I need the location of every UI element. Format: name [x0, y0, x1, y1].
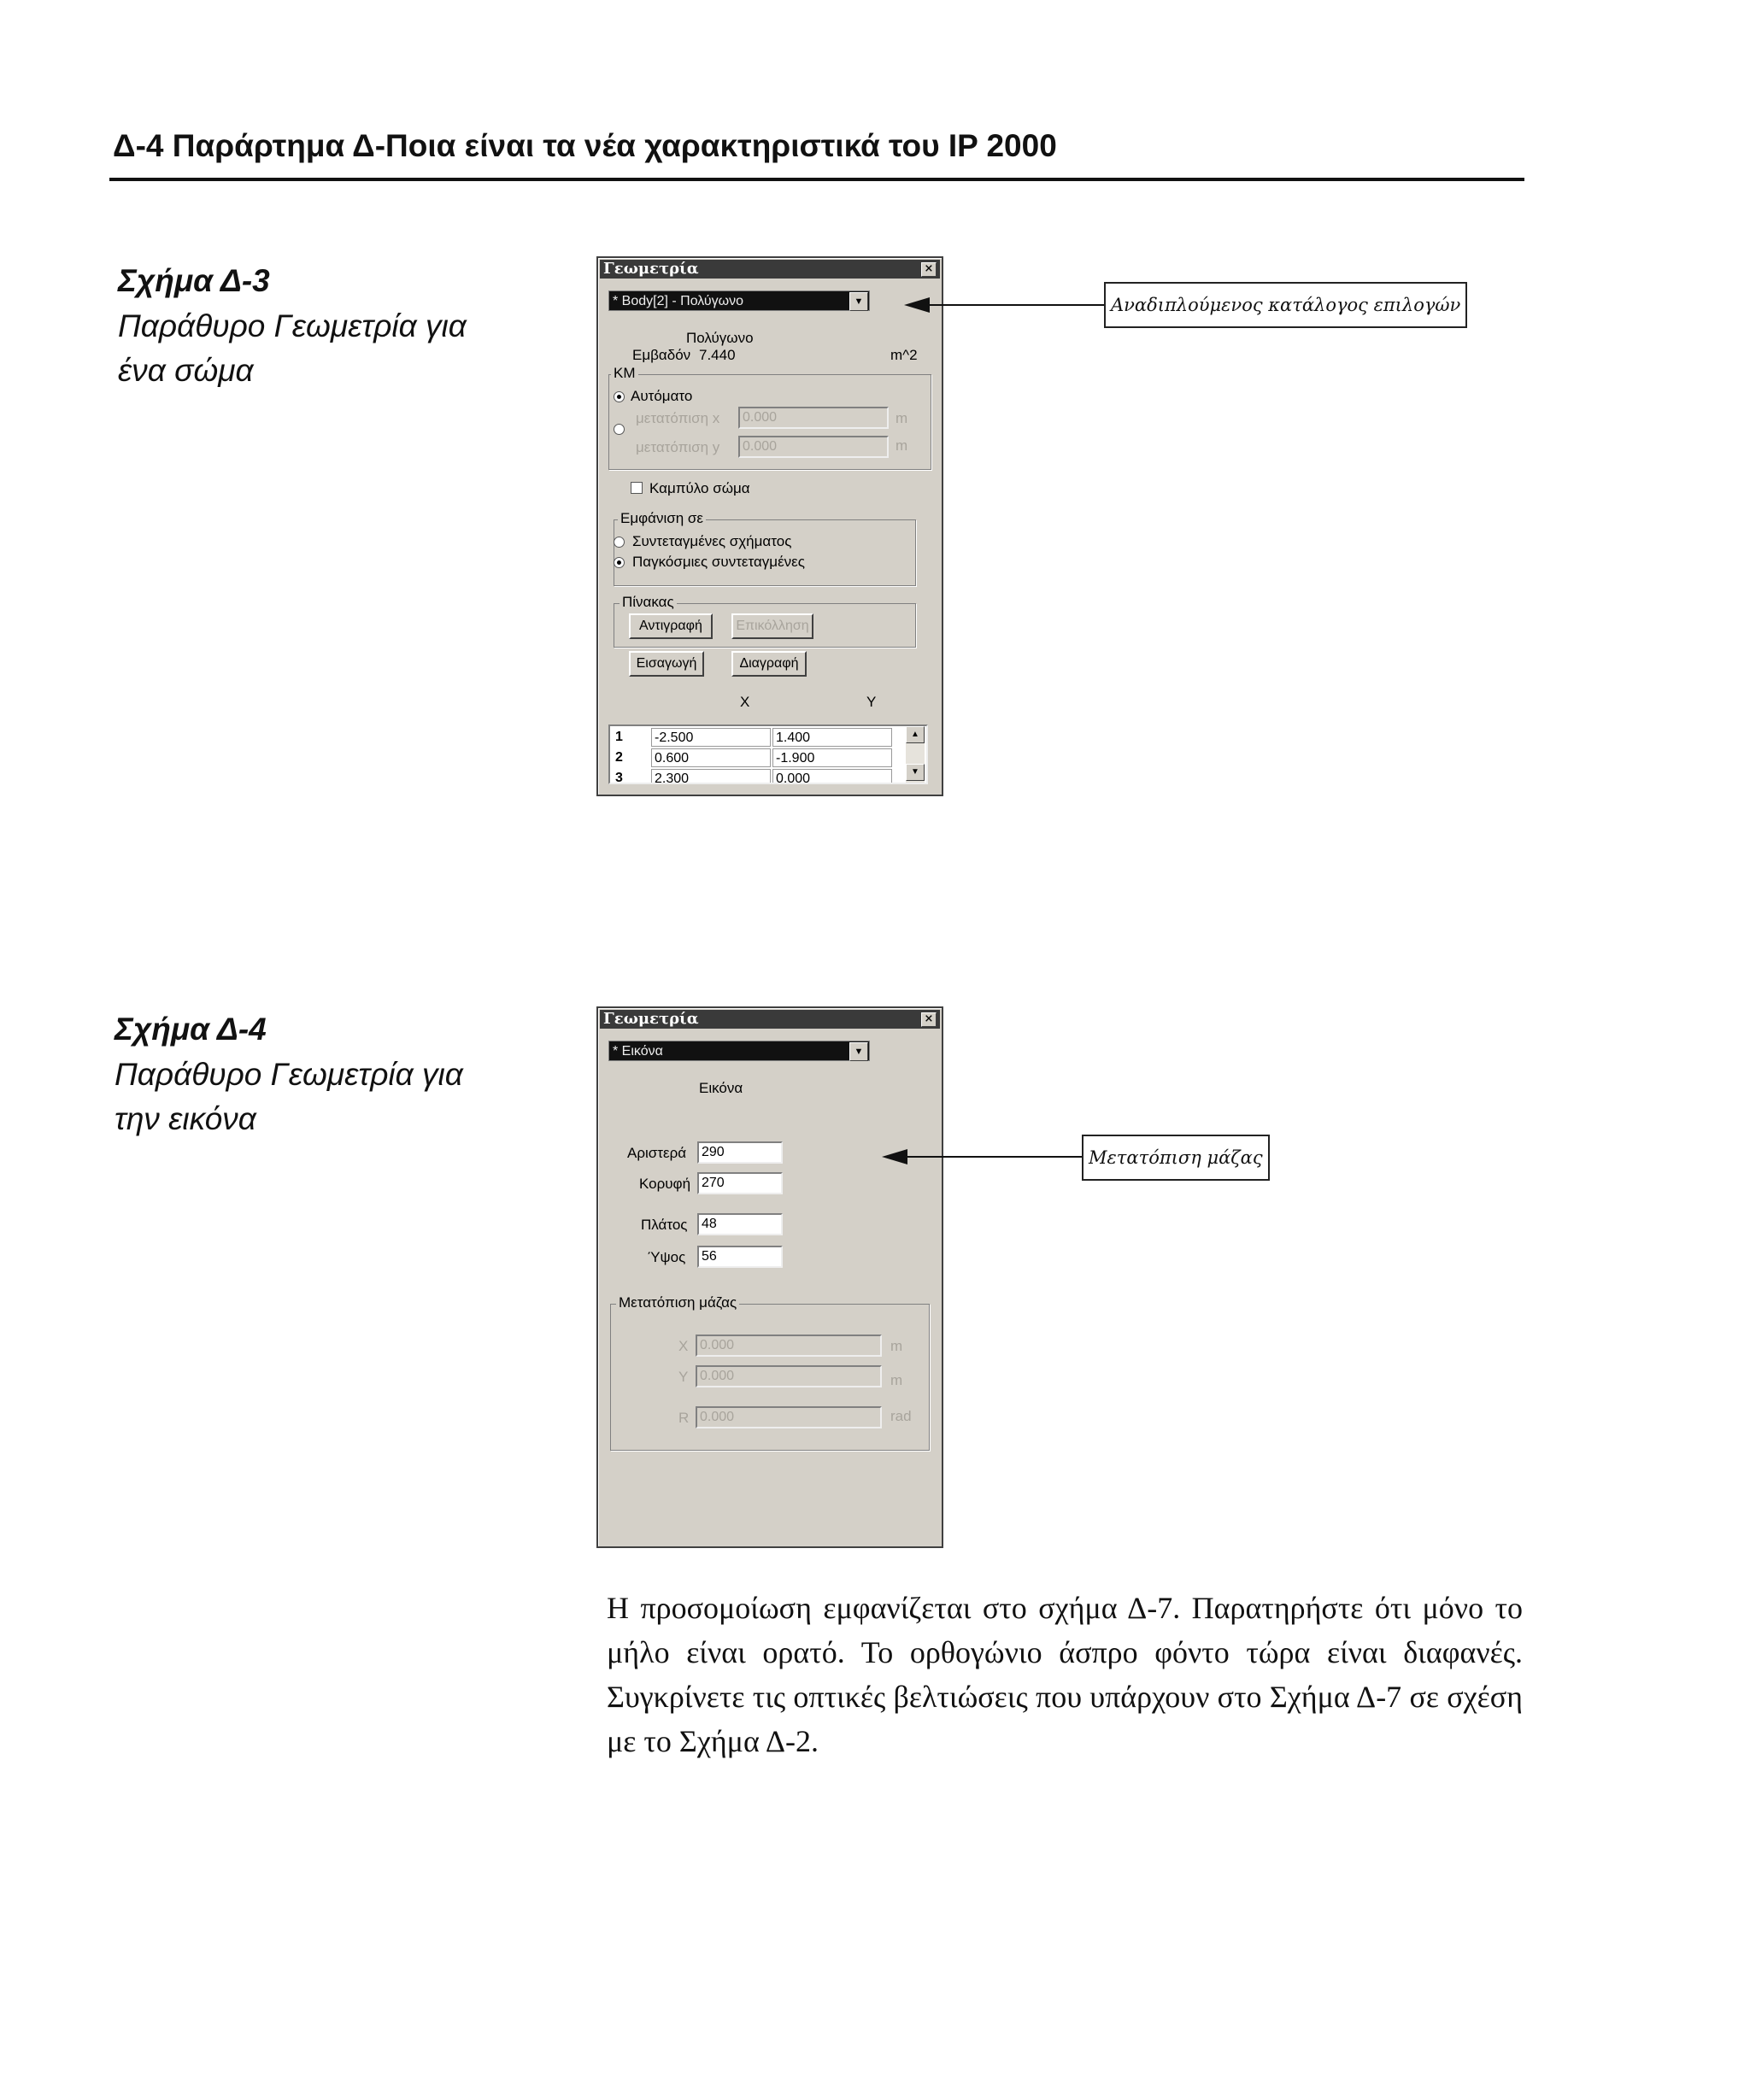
- table-row[interactable]: [610, 748, 901, 769]
- table-row[interactable]: [610, 769, 901, 784]
- callout-mass-offset: Μετατόπιση μάζας: [1082, 1135, 1270, 1181]
- row-number: 1: [615, 730, 623, 744]
- table-scrollbar[interactable]: [906, 726, 925, 783]
- table-row[interactable]: [610, 728, 901, 748]
- cell-x[interactable]: 0.600: [651, 748, 771, 767]
- paste-button[interactable]: Επικόλληση: [731, 613, 813, 639]
- figure1-caption-title: Σχήμα Δ-3: [118, 263, 270, 298]
- page-header: Δ-4 Παράρτημα Δ-Ποια είναι τα νέα χαρακτηριστικά του IP 2000: [113, 128, 1057, 163]
- offset-x-field[interactable]: 0.000: [738, 407, 889, 429]
- figure2-caption-line-2: την εικόνα: [115, 1101, 256, 1136]
- shape-coords-label: Συντεταγμένες σχήματος: [632, 533, 792, 549]
- scroll-up-icon[interactable]: ▲: [906, 726, 925, 743]
- figure2-caption-title: Σχήμα Δ-4: [115, 1012, 267, 1047]
- mass-r-field[interactable]: 0.000: [696, 1406, 882, 1428]
- left-field[interactable]: 290: [697, 1141, 783, 1164]
- top-field[interactable]: 270: [697, 1172, 783, 1194]
- copy-button[interactable]: Αντιγραφή: [629, 613, 713, 639]
- curved-body-checkbox[interactable]: [631, 482, 643, 494]
- row-number: 3: [615, 771, 623, 784]
- geometry-dialog-body: [596, 256, 943, 796]
- callout2-arrow-head: [882, 1149, 907, 1164]
- coordinates-table: [608, 724, 928, 784]
- dialog-title: Γεωμετρία: [603, 1010, 699, 1028]
- world-coords-label: Παγκόσμιες συντεταγμένες: [632, 554, 805, 570]
- height-field[interactable]: 56: [697, 1246, 783, 1268]
- offset-y-unit: m: [896, 437, 908, 454]
- scroll-down-icon[interactable]: ▼: [906, 764, 925, 781]
- callout-dropdown-list: Αναδιπλούμενος κατάλογος επιλογών: [1104, 282, 1467, 328]
- cell-x[interactable]: -2.500: [651, 728, 771, 747]
- dialog-title: Γεωμετρία: [603, 260, 699, 278]
- callout1-arrow-line: [928, 304, 1104, 306]
- mass-y-field[interactable]: 0.000: [696, 1365, 882, 1387]
- figure2-caption-line-1: Παράθυρο Γεωμετρία για: [115, 1057, 463, 1092]
- chevron-down-icon[interactable]: ▼: [849, 292, 868, 311]
- area-label: Εμβαδόν: [632, 347, 691, 363]
- figure1-caption-line-1: Παράθυρο Γεωμετρία για: [118, 308, 467, 343]
- area-unit: m^2: [890, 347, 918, 363]
- cell-y[interactable]: -1.900: [772, 748, 892, 767]
- shape-type-label: Πολύγωνο: [686, 330, 754, 346]
- cell-x[interactable]: 2.300: [651, 769, 771, 784]
- figure1-caption-line-2: ένα σώμα: [118, 353, 254, 388]
- display-group: [614, 510, 916, 586]
- km-auto-label: Αυτόματο: [631, 388, 693, 404]
- mass-r-unit: rad: [890, 1408, 912, 1424]
- mass-r-label: R: [678, 1410, 690, 1426]
- mass-offset-group-label: Μετατόπιση μάζας: [616, 1294, 739, 1311]
- mass-y-label: Y: [678, 1369, 689, 1385]
- insert-button[interactable]: Εισαγωγή: [629, 651, 704, 677]
- width-label: Πλάτος: [641, 1217, 688, 1233]
- table-group-label: Πίνακας: [620, 594, 677, 611]
- left-label: Αριστερά: [627, 1145, 687, 1161]
- mass-x-unit: m: [890, 1338, 903, 1354]
- display-group-label: Εμφάνιση σε: [618, 510, 706, 527]
- cell-y[interactable]: 0.000: [772, 769, 892, 784]
- width-field[interactable]: 48: [697, 1213, 783, 1235]
- delete-button[interactable]: Διαγραφή: [731, 651, 807, 677]
- world-coords-radio[interactable]: [614, 557, 625, 568]
- callout1-arrow-head: [904, 297, 930, 313]
- object-select-value: * Body[2] - Πολύγωνο: [613, 294, 744, 308]
- callout2-arrow-line: [906, 1156, 1083, 1158]
- close-icon[interactable]: ×: [921, 262, 937, 277]
- chevron-down-icon[interactable]: ▼: [849, 1042, 868, 1061]
- dialog-title-bar: [600, 1010, 940, 1029]
- mass-x-label: X: [678, 1338, 689, 1354]
- km-manual-radio[interactable]: [614, 424, 625, 435]
- offset-x-label: μετατόπιση x: [636, 410, 720, 426]
- object-select-value: * Εικόνα: [613, 1044, 663, 1059]
- geometry-dialog-image: [596, 1006, 943, 1548]
- close-icon[interactable]: ×: [921, 1012, 937, 1027]
- shape-coords-radio[interactable]: [614, 537, 625, 548]
- header-rule: [109, 178, 1524, 181]
- offset-x-unit: m: [896, 410, 908, 426]
- area-value: 7.440: [699, 347, 736, 363]
- offset-y-label: μετατόπιση y: [636, 439, 720, 455]
- body-paragraph: Η προσομοίωση εμφανίζεται στο σχήμα Δ-7. Παρατηρήστε ότι μόνο το μήλο είναι ορατό. Το ορθογώνιο άσπρο φόντο τώρα είναι διαφανές. Συγκρίνετε τις οπτικές βελτιώσεις που υπάρχουν στο Σχήμα Δ-7 σε σχέση με το Σχήμα Δ-2.: [607, 1591, 1523, 1758]
- curved-body-label: Καμπύλο σώμα: [649, 480, 750, 496]
- column-x-header: X: [740, 694, 750, 710]
- top-label: Κορυφή: [639, 1176, 691, 1192]
- height-label: Ύψος: [648, 1249, 686, 1265]
- row-number: 2: [615, 750, 623, 765]
- km-group-label: KM: [611, 365, 638, 382]
- cell-y[interactable]: 1.400: [772, 728, 892, 747]
- column-y-header: Y: [866, 694, 877, 710]
- dialog-title-bar: [600, 260, 940, 279]
- object-select-dropdown[interactable]: [608, 290, 870, 311]
- object-type-label: Εικόνα: [699, 1080, 743, 1096]
- offset-y-field[interactable]: 0.000: [738, 436, 889, 458]
- km-auto-radio[interactable]: [614, 391, 625, 402]
- mass-x-field[interactable]: 0.000: [696, 1334, 882, 1357]
- object-select-dropdown[interactable]: [608, 1041, 870, 1061]
- mass-y-unit: m: [890, 1372, 903, 1388]
